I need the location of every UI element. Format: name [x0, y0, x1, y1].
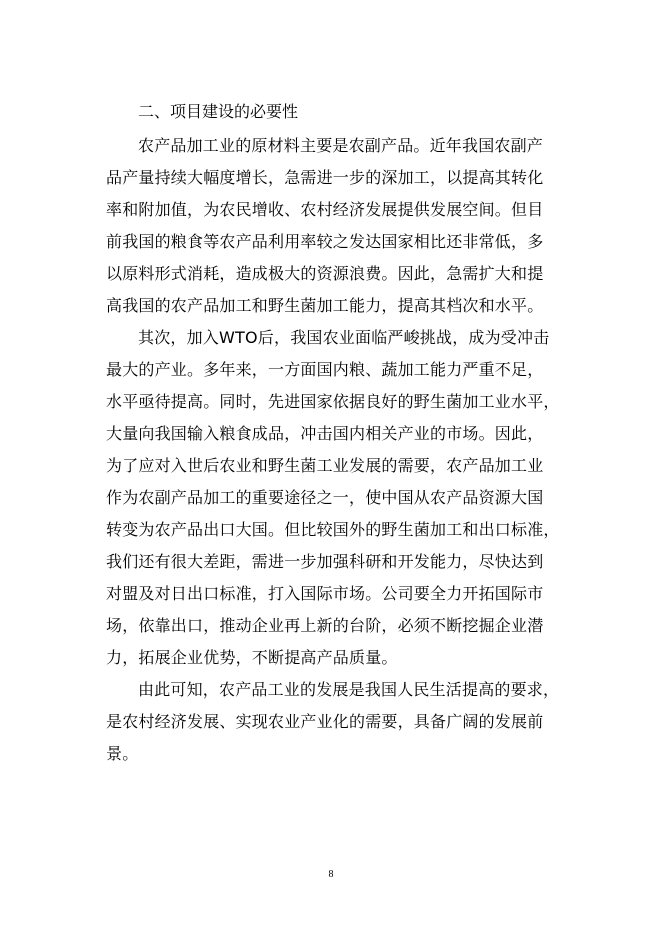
section-heading: 二、项目建设的必要性: [138, 102, 299, 121]
text-line: 以原料形式消耗，造成极大的资源浪费。因此，急需扩大和提: [106, 264, 544, 283]
document-body: [106, 98, 576, 770]
paragraph-2: [106, 322, 576, 674]
text-line: 农产品加工业的原材料主要是农副产品。近年我国农副产: [138, 136, 544, 155]
text-line: 率和附加值，为农民增收、农村经济发展提供发展空间。但目: [106, 200, 544, 219]
text-line: 对盟及对日出口标准，打入国际市场。公司要全力开拓国际市: [106, 584, 544, 603]
text-line: 场，依靠出口，推动企业再上新的台阶，必须不断挖掘企业潜: [106, 616, 544, 635]
text-line: 其次，加入WTO后，我国农业面临严峻挑战，成为受冲击: [138, 328, 550, 347]
text-line: 由此可知，农产品工业的发展是我国人民生活提高的要求，: [138, 680, 560, 699]
text-line: 大量向我国输入粮食成品，冲击国内相关产业的市场。因此，: [106, 424, 544, 443]
text-line: 品产量持续大幅度增长，急需进一步的深加工，以提高其转化: [106, 168, 544, 187]
text-line: 水平亟待提高。同时，先进国家依据良好的野生菌加工业水平，: [106, 392, 560, 411]
text-line: 力，拓展企业优势，不断提高产品质量。: [106, 648, 398, 667]
text-line: 转变为农产品出口大国。但比较国外的野生菌加工和出口标准，: [106, 520, 560, 539]
paragraph-3: [106, 674, 576, 770]
text-line: 景。: [106, 744, 139, 763]
page-number: 8: [328, 869, 334, 880]
text-line: 是农村经济发展、实现农业产业化的需要，具备广阔的发展前: [106, 712, 544, 731]
text-line: 我们还有很大差距，需进一步加强科研和开发能力，尽快达到: [106, 552, 544, 571]
text-line: 为了应对入世后农业和野生菌工业发展的需要，农产品加工业: [106, 456, 544, 475]
text-line: 最大的产业。多年来，一方面国内粮、蔬加工能力严重不足，: [106, 360, 544, 379]
text-line: 高我国的农产品加工和野生菌加工能力，提高其档次和水平。: [106, 296, 544, 315]
text-line: 前我国的粮食等农产品利用率较之发达国家相比还非常低，多: [106, 232, 544, 251]
paragraph-1: [106, 130, 576, 322]
text-line: 作为农副产品加工的重要途径之一，使中国从农产品资源大国: [106, 488, 544, 507]
